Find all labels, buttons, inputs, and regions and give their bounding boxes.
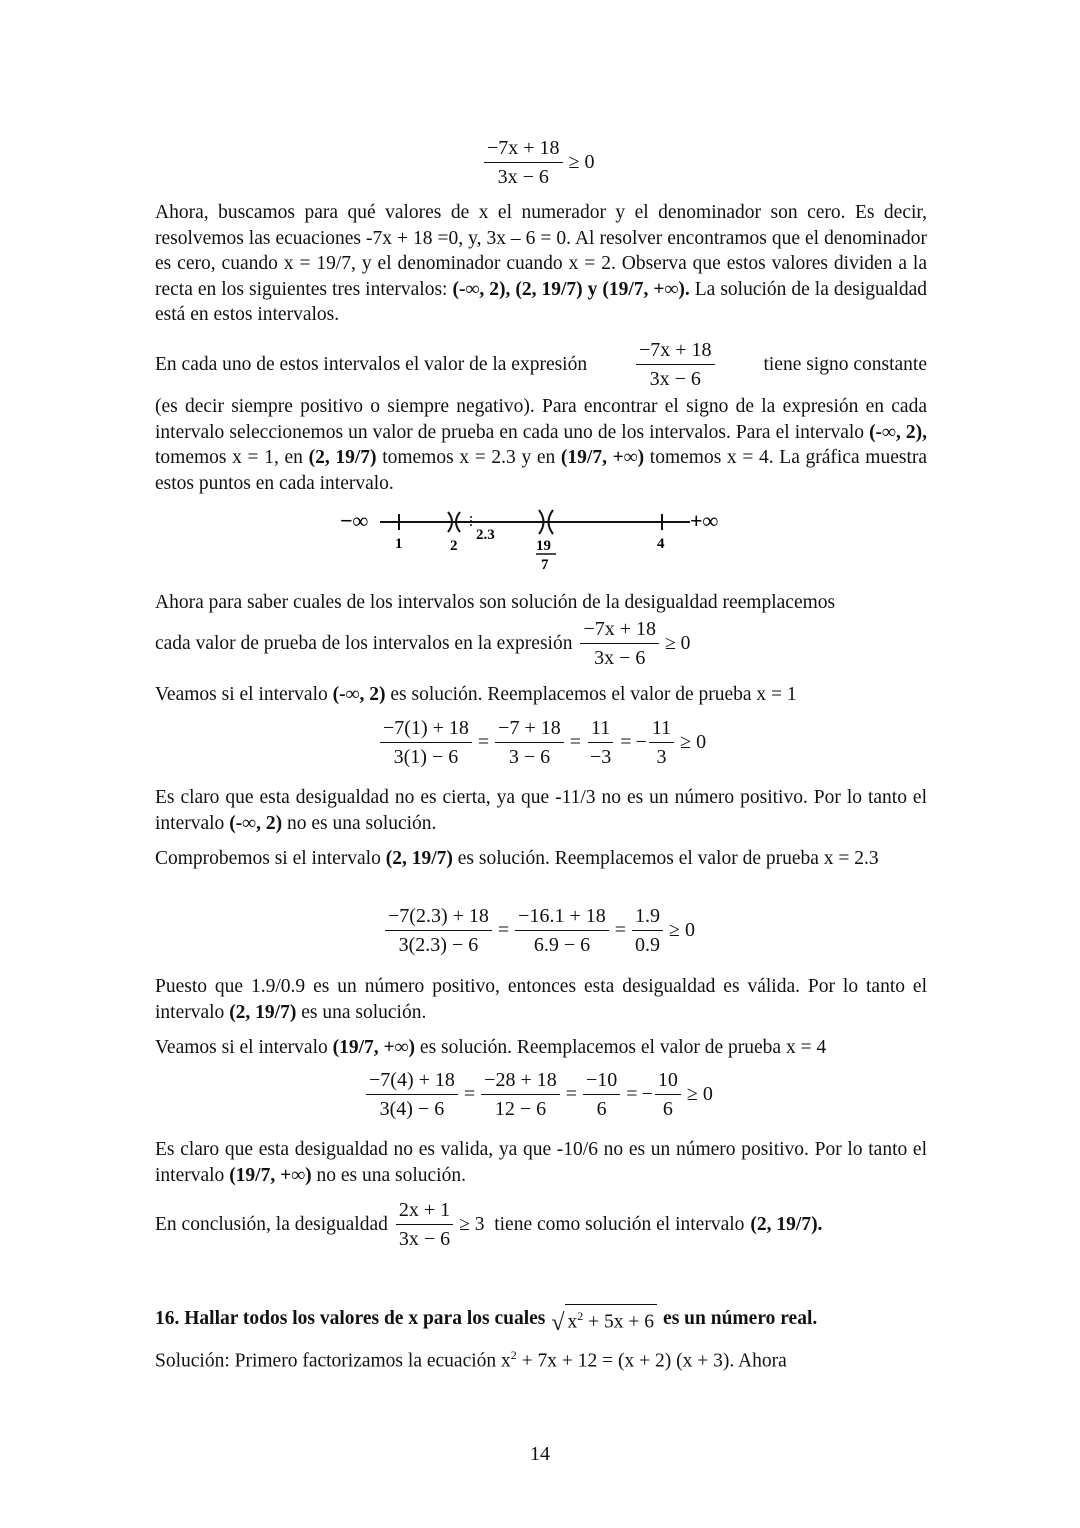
square-root: √ $x^2 + 5x + 6$ xyxy=(551,1304,657,1334)
paragraph-9: Veamos si el intervalo (19/7, +∞) es solución. Reemplacemos el valor de prueba x = 4 xyxy=(155,1037,827,1058)
number-line xyxy=(340,506,760,576)
page-number: 14 xyxy=(530,1443,550,1465)
equation-1: $\frac{-7(1) + 18}{3(1) - 6}$ = $\frac{-7 + 18}{3 - 6}$ = $\frac{11}{-3}$ = − $\frac{11}{3}$ ≥ 0 xyxy=(378,716,710,769)
paragraph-4a: Ahora para saber cuales de los intervalos son solución de la desigualdad reemplacemos xyxy=(155,592,836,613)
paragraph-10: Es claro que esta desigualdad no es valida, ya que -10/6 no es un número positivo. Por lo tanto el intervalo (19/7, +∞) no es una solución. xyxy=(155,1139,927,1186)
label-4: 4 xyxy=(657,536,665,552)
denominator: 3x − 6 xyxy=(497,166,549,188)
solution-16: Solución: Primero factorizamos la ecuación $x^2 + 7x + 12 = (x + 2) (x + 3)$. Ahora xyxy=(155,1348,787,1372)
equation-top xyxy=(482,136,599,189)
paragraph-7: Comprobemos si el intervalo (2, 19/7) es solución. Reemplacemos el valor de prueba x = 2.3 xyxy=(155,848,879,869)
problem-16-heading: 16. Hallar todos los valores de x para los cuales √ $x^2 + 5x + 6$ es un número real. xyxy=(155,1304,927,1334)
equation-3: $\frac{-7(4) + 18}{3(4) - 6}$ = $\frac{-28 + 18}{12 - 6}$ = $\frac{-10}{6}$ = − $\frac{10}{6}$ ≥ 0 xyxy=(364,1068,717,1121)
paragraph-8: Puesto que 1.9/0.9 es un número positivo, entonces esta desigualdad es válida. Por lo tanto el intervalo (2, 19/7) es una solución. xyxy=(155,976,927,1023)
fraction xyxy=(484,136,563,189)
equation-2: $\frac{-7(2.3) + 18}{3(2.3) - 6}$ = $\frac{-16.1 + 18}{6.9 - 6}$ = $\frac{1.9}{0.9}$ ≥ 0 xyxy=(383,904,699,957)
p2-lead: En cada uno de estos intervalos el valor de la expresión xyxy=(155,353,588,375)
paragraph-6: Es claro que esta desigualdad no es cierta, ya que -11/3 no es un número positivo. Por lo tanto el intervalo (-∞, 2) no es una solución. xyxy=(155,787,927,834)
fraction: $\frac{-7x + 18}{3x - 6}$ xyxy=(580,617,659,670)
label-2-3: 2.3 xyxy=(476,527,495,543)
label-7: 7 xyxy=(541,557,549,573)
fraction: $\frac{2x + 1}{3x - 6}$ xyxy=(396,1198,453,1251)
paragraph-1: Ahora, buscamos para qué valores de x el numerador y el denominador son cero. Es decir, resolvemos las ecuaciones -7x + 18 =0, y, 3x – 6 = 0. Al resolver encontramos que el denominador es cero, cuando x = 19/7, y el denominador cuando x = 2. Observa que estos valores dividen a la recta en los siguientes tres intervalos: (-∞, 2), (2, 19/7) y (19/7, +∞). La solución de la desigualdad está en estos intervalos. xyxy=(155,202,927,325)
paragraph-11: En conclusión, la desigualdad $\frac{2x + 1}{3x - 6}$ ≥ 3 tiene como solución el intervalo (2, 19/7). xyxy=(155,1199,823,1250)
pos-inf-label: +∞ xyxy=(690,508,719,533)
numerator: −7x + 18 xyxy=(484,136,563,163)
fraction: $\frac{-7x + 18}{3x - 6}$ xyxy=(636,338,715,391)
label-2: 2 xyxy=(450,538,458,554)
p2-tail: tiene signo constante xyxy=(763,353,927,375)
label-19: 19 xyxy=(536,538,551,554)
paragraph-4b: cada valor de prueba de los intervalos en la expresión $\frac{-7x + 18}{3x - 6}$ ≥ 0 xyxy=(155,618,691,669)
neg-inf-label: −∞ xyxy=(340,508,369,533)
relation: ≥ 0 xyxy=(568,151,595,173)
paragraph-5: Veamos si el intervalo (-∞, 2) es solución. Reemplacemos el valor de prueba x = 1 xyxy=(155,684,797,705)
paragraph-2 xyxy=(155,338,927,391)
paragraph-3: (es decir siempre positivo o siempre negativo). Para encontrar el signo de la expresión en cada intervalo seleccionemos un valor de prueba en cada uno de los intervalos. Para el intervalo (-∞, 2), tomemos x = 1, en (2, 19/7) tomemos x = 2.3 y en (19/7, +∞) tomemos x = 4. La gráfica muestra estos puntos en cada intervalo. xyxy=(155,396,928,494)
label-1: 1 xyxy=(395,536,403,552)
